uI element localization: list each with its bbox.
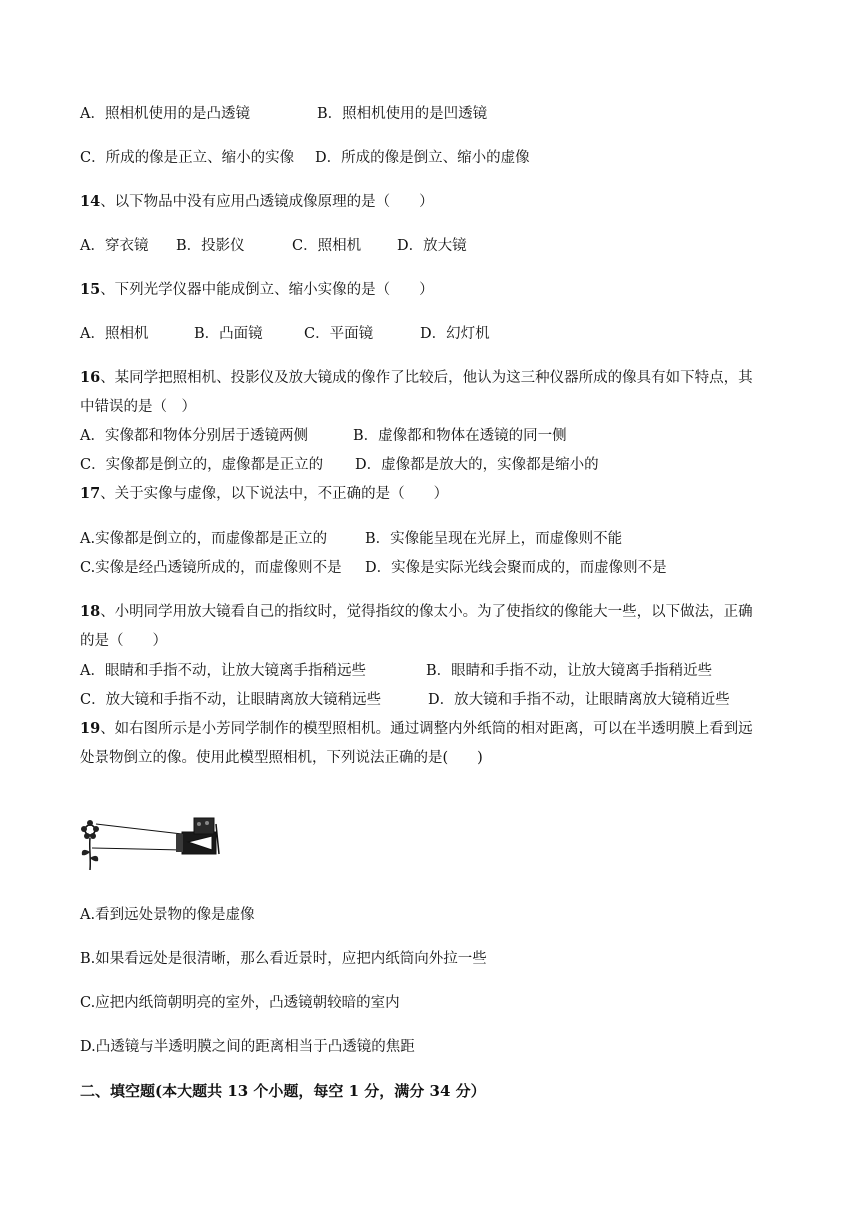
q14-option-d: D．放大镜: [397, 238, 467, 254]
flower-icon: [81, 820, 99, 870]
q19-text-1: 、如右图所示是小芳同学制作的模型照相机。通过调整内外纸筒的相对距离，可以在半透明膜上看到远: [100, 721, 753, 737]
q15-option-b: B．凸面镜: [194, 326, 263, 342]
q16-option-a: A．实像都和物体分别居于透镜两侧: [80, 428, 308, 444]
q16-option-d: D．虚像都是放大的，实像都是缩小的: [355, 457, 599, 473]
q14-number: 14: [80, 193, 101, 210]
q14-stem: [80, 192, 434, 212]
camera-icon: [176, 818, 219, 854]
q16-option-c: C．实像都是倒立的，虚像都是正立的: [80, 457, 324, 473]
q18-option-a: A．眼睛和手指不动，让放大镜离手指稍远些: [80, 663, 366, 679]
q19-number: 19: [80, 720, 101, 737]
q18-stem-line-1: [80, 602, 753, 622]
q17-text: 、关于实像与虚像，以下说法中，不正确的是（ ）: [100, 486, 449, 502]
q19-stem-line-2: 处景物倒立的像。使用此模型照相机，下列说法正确的是( ): [80, 750, 483, 766]
q17-option-c: C.实像是经凸透镜所成的，而虚像则不是: [80, 560, 342, 576]
q16-text-1: 、某同学把照相机、投影仪及放大镜成的像作了比较后，他认为这三种仪器所成的像具有如下特点，其: [100, 370, 753, 386]
q13-option-b: B．照相机使用的是凹透镜: [317, 106, 488, 122]
q18-text-1: 、小明同学用放大镜看自己的指纹时，觉得指纹的像太小。为了使指纹的像能大一些，以下做法，正确: [100, 604, 753, 620]
q15-text: 、下列光学仪器中能成倒立、缩小实像的是（ ）: [100, 282, 434, 298]
section-2-title: 二、填空题(本大题共 13 个小题，每空 1 分，满分 34 分）: [80, 1082, 486, 1100]
q16-stem-line-2: 中错误的是（ ）: [80, 399, 196, 415]
q19-option-d: D.凸透镜与半透明膜之间的距离相当于凸透镜的焦距: [80, 1039, 415, 1055]
q17-number: 17: [80, 485, 101, 502]
q15-stem: [80, 280, 434, 300]
q18-option-d: D．放大镜和手指不动，让眼睛离放大镜稍近些: [428, 692, 730, 708]
q16-number: 16: [80, 369, 101, 386]
q13-option-c: C．所成的像是正立、缩小的实像: [80, 150, 295, 166]
q18-number: 18: [80, 603, 101, 620]
q18-option-c: C．放大镜和手指不动，让眼睛离放大镜稍远些: [80, 692, 382, 708]
q15-option-a: A．照相机: [80, 326, 149, 342]
q13-option-a: A．照相机使用的是凸透镜: [80, 106, 250, 122]
model-camera-figure: [76, 812, 226, 876]
q17-stem: [80, 484, 448, 504]
q14-text: 、以下物品中没有应用凸透镜成像原理的是（ ）: [100, 194, 434, 210]
q19-stem-line-1: [80, 719, 753, 739]
q18-option-b: B．眼睛和手指不动，让放大镜离手指稍近些: [426, 663, 713, 679]
q18-stem-line-2: 的是（ ）: [80, 633, 167, 649]
q16-stem-line-1: [80, 368, 753, 388]
q19-option-a: A.看到远处景物的像是虚像: [80, 907, 255, 923]
q14-option-b: B．投影仪: [176, 238, 245, 254]
q19-option-b: B.如果看远处是很清晰，那么看近景时，应把内纸筒向外拉一些: [80, 951, 487, 967]
q16-option-b: B．虚像都和物体在透镜的同一侧: [353, 428, 567, 444]
q17-option-b: B．实像能呈现在光屏上，而虚像则不能: [365, 531, 623, 547]
q13-option-d: D．所成的像是倒立、缩小的虚像: [315, 150, 530, 166]
q15-option-c: C．平面镜: [304, 326, 374, 342]
q15-option-d: D．幻灯机: [420, 326, 490, 342]
q14-option-a: A．穿衣镜: [80, 238, 149, 254]
q15-number: 15: [80, 281, 101, 298]
q17-option-d: D．实像是实际光线会聚而成的，而虚像则不是: [365, 560, 667, 576]
q14-option-c: C．照相机: [292, 238, 362, 254]
light-rays: [92, 824, 182, 850]
q17-option-a: A.实像都是倒立的，而虚像都是正立的: [80, 531, 328, 547]
q19-option-c: C.应把内纸筒朝明亮的室外，凸透镜朝较暗的室内: [80, 995, 400, 1011]
